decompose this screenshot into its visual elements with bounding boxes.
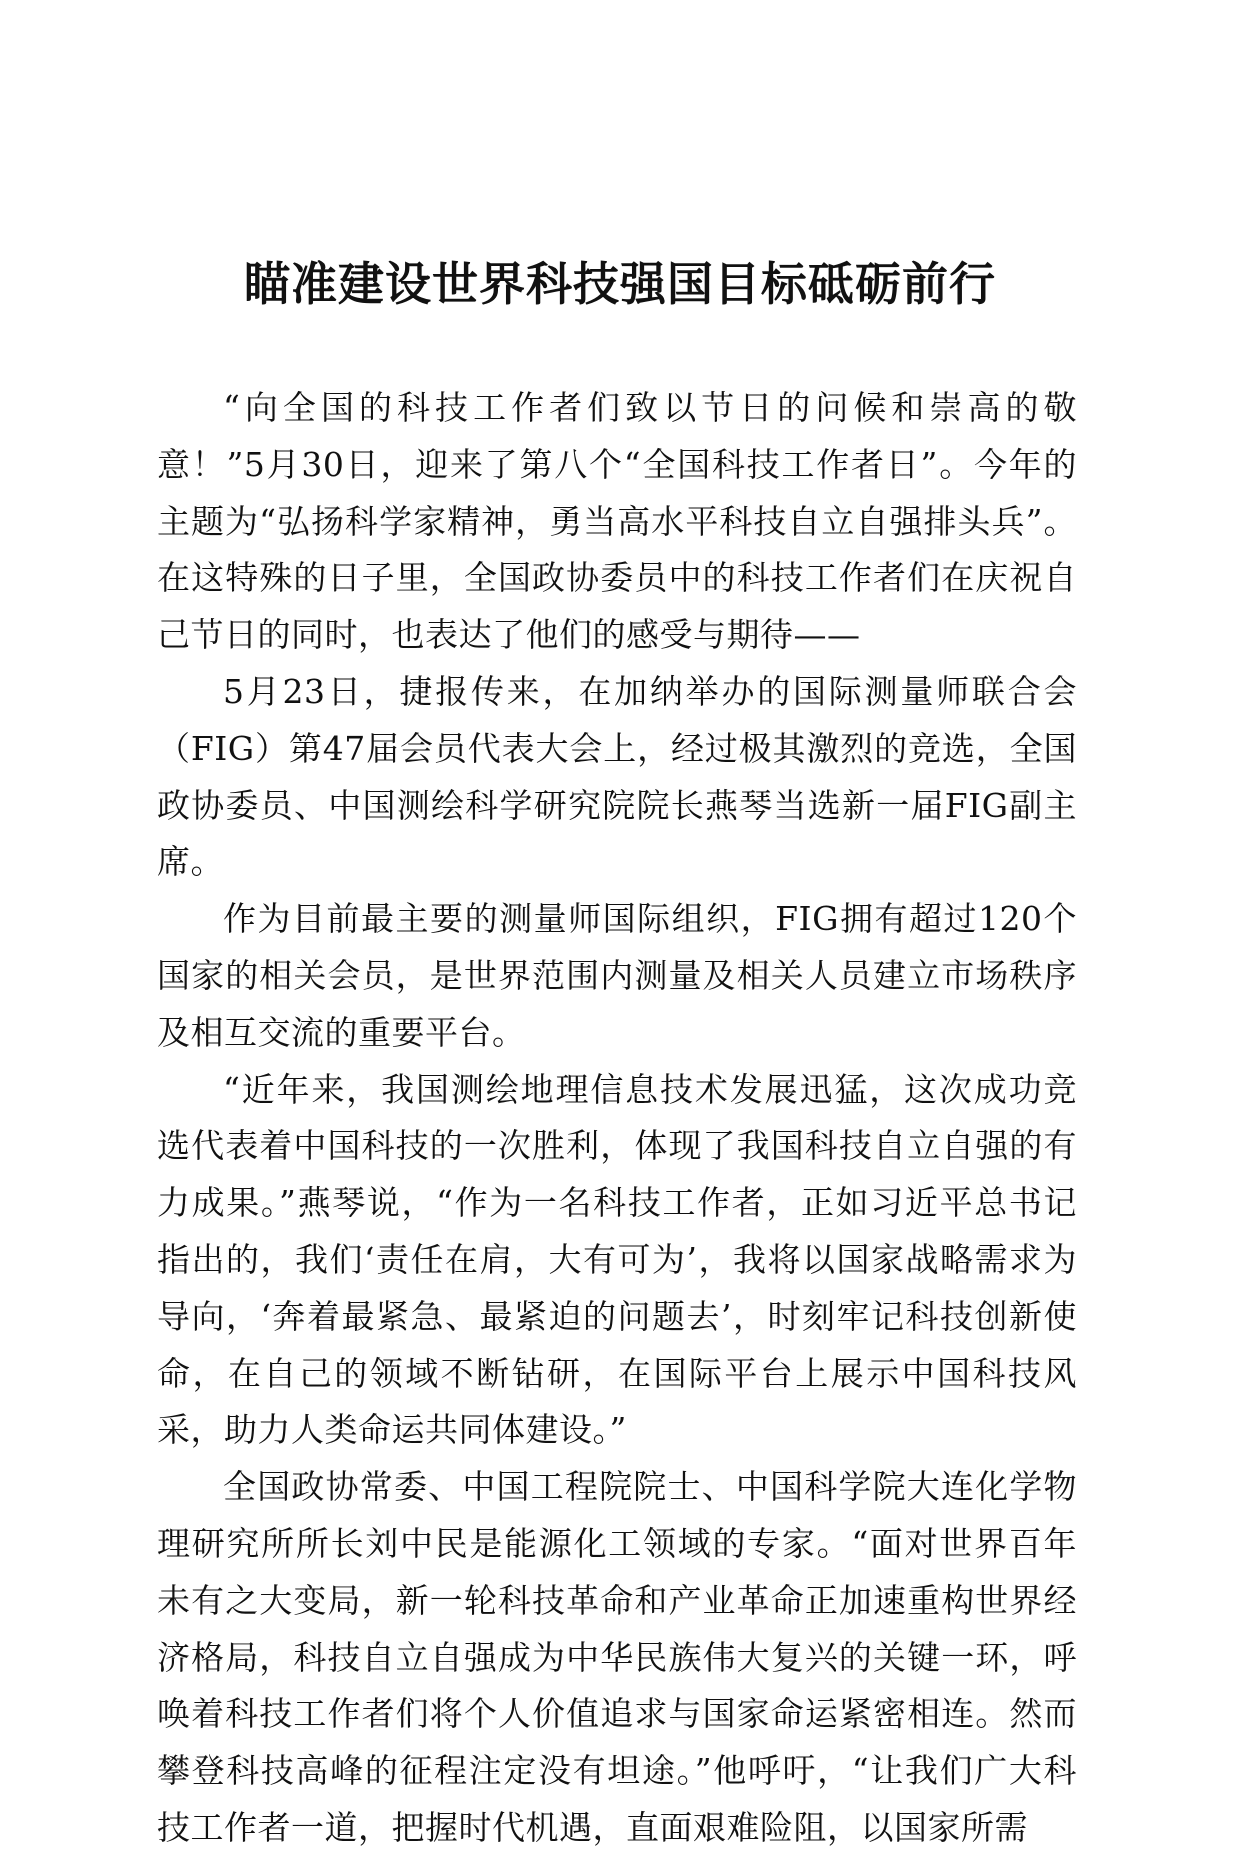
paragraph-2: 5月23日，捷报传来，在加纳举办的国际测量师联合会（FIG）第47届会员代表大会上，经过极其激烈的竞选，全国政协委员、中国测绘科学研究院院长燕琴当选新一届FIG副主席。	[157, 671, 1077, 882]
paragraph-4: “近年来，我国测绘地理信息技术发展迅猛，这次成功竞选代表着中国科技的一次胜利，体现了我国科技自立自强的有力成果。”燕琴说，“作为一名科技工作者，正如习近平总书记指出的，我们‘责任在肩，大有可为’，我将以国家战略需求为导向，‘奔着最紧急、最紧迫的问题去’，时刻牢记科技创新使命，在自己的领域不断钻研，在国际平台上展示中国科技风采，助力人类命运共同体建设。”	[157, 1069, 1077, 1450]
paragraph-5: 全国政协常委、中国工程院院士、中国科学院大连化学物理研究所所长刘中民是能源化工领域的专家。“面对世界百年未有之大变局，新一轮科技革命和产业革命正加速重构世界经济格局，科技自立自强成为中华民族伟大复兴的关键一环，呼唤着科技工作者们将个人价值追求与国家命运紧密相连。然而攀登科技高峰的征程注定没有坦途。”他呼吁，“让我们广大科技工作者一道，把握时代机遇，直面艰难险阻，以国家所需	[157, 1467, 1077, 1847]
document-title: 瞄准建设世界科技强国目标砥砺前行	[244, 257, 996, 311]
paragraph-3: 作为目前最主要的测量师国际组织，FIG拥有超过120个国家的相关会员，是世界范围内测量及相关人员建立市场秩序及相互交流的重要平台。	[157, 899, 1077, 1052]
paragraph-1: “向全国的科技工作者们致以节日的问候和崇高的敬意！”5月30日，迎来了第八个“全国科技工作者日”。今年的主题为“弘扬科学家精神，勇当高水平科技自立自强排头兵”。在这特殊的日子里，全国政协委员中的科技工作者们在庆祝自己节日的同时，也表达了他们的感受与期待——	[157, 388, 1077, 655]
article-body	[157, 380, 1077, 1857]
